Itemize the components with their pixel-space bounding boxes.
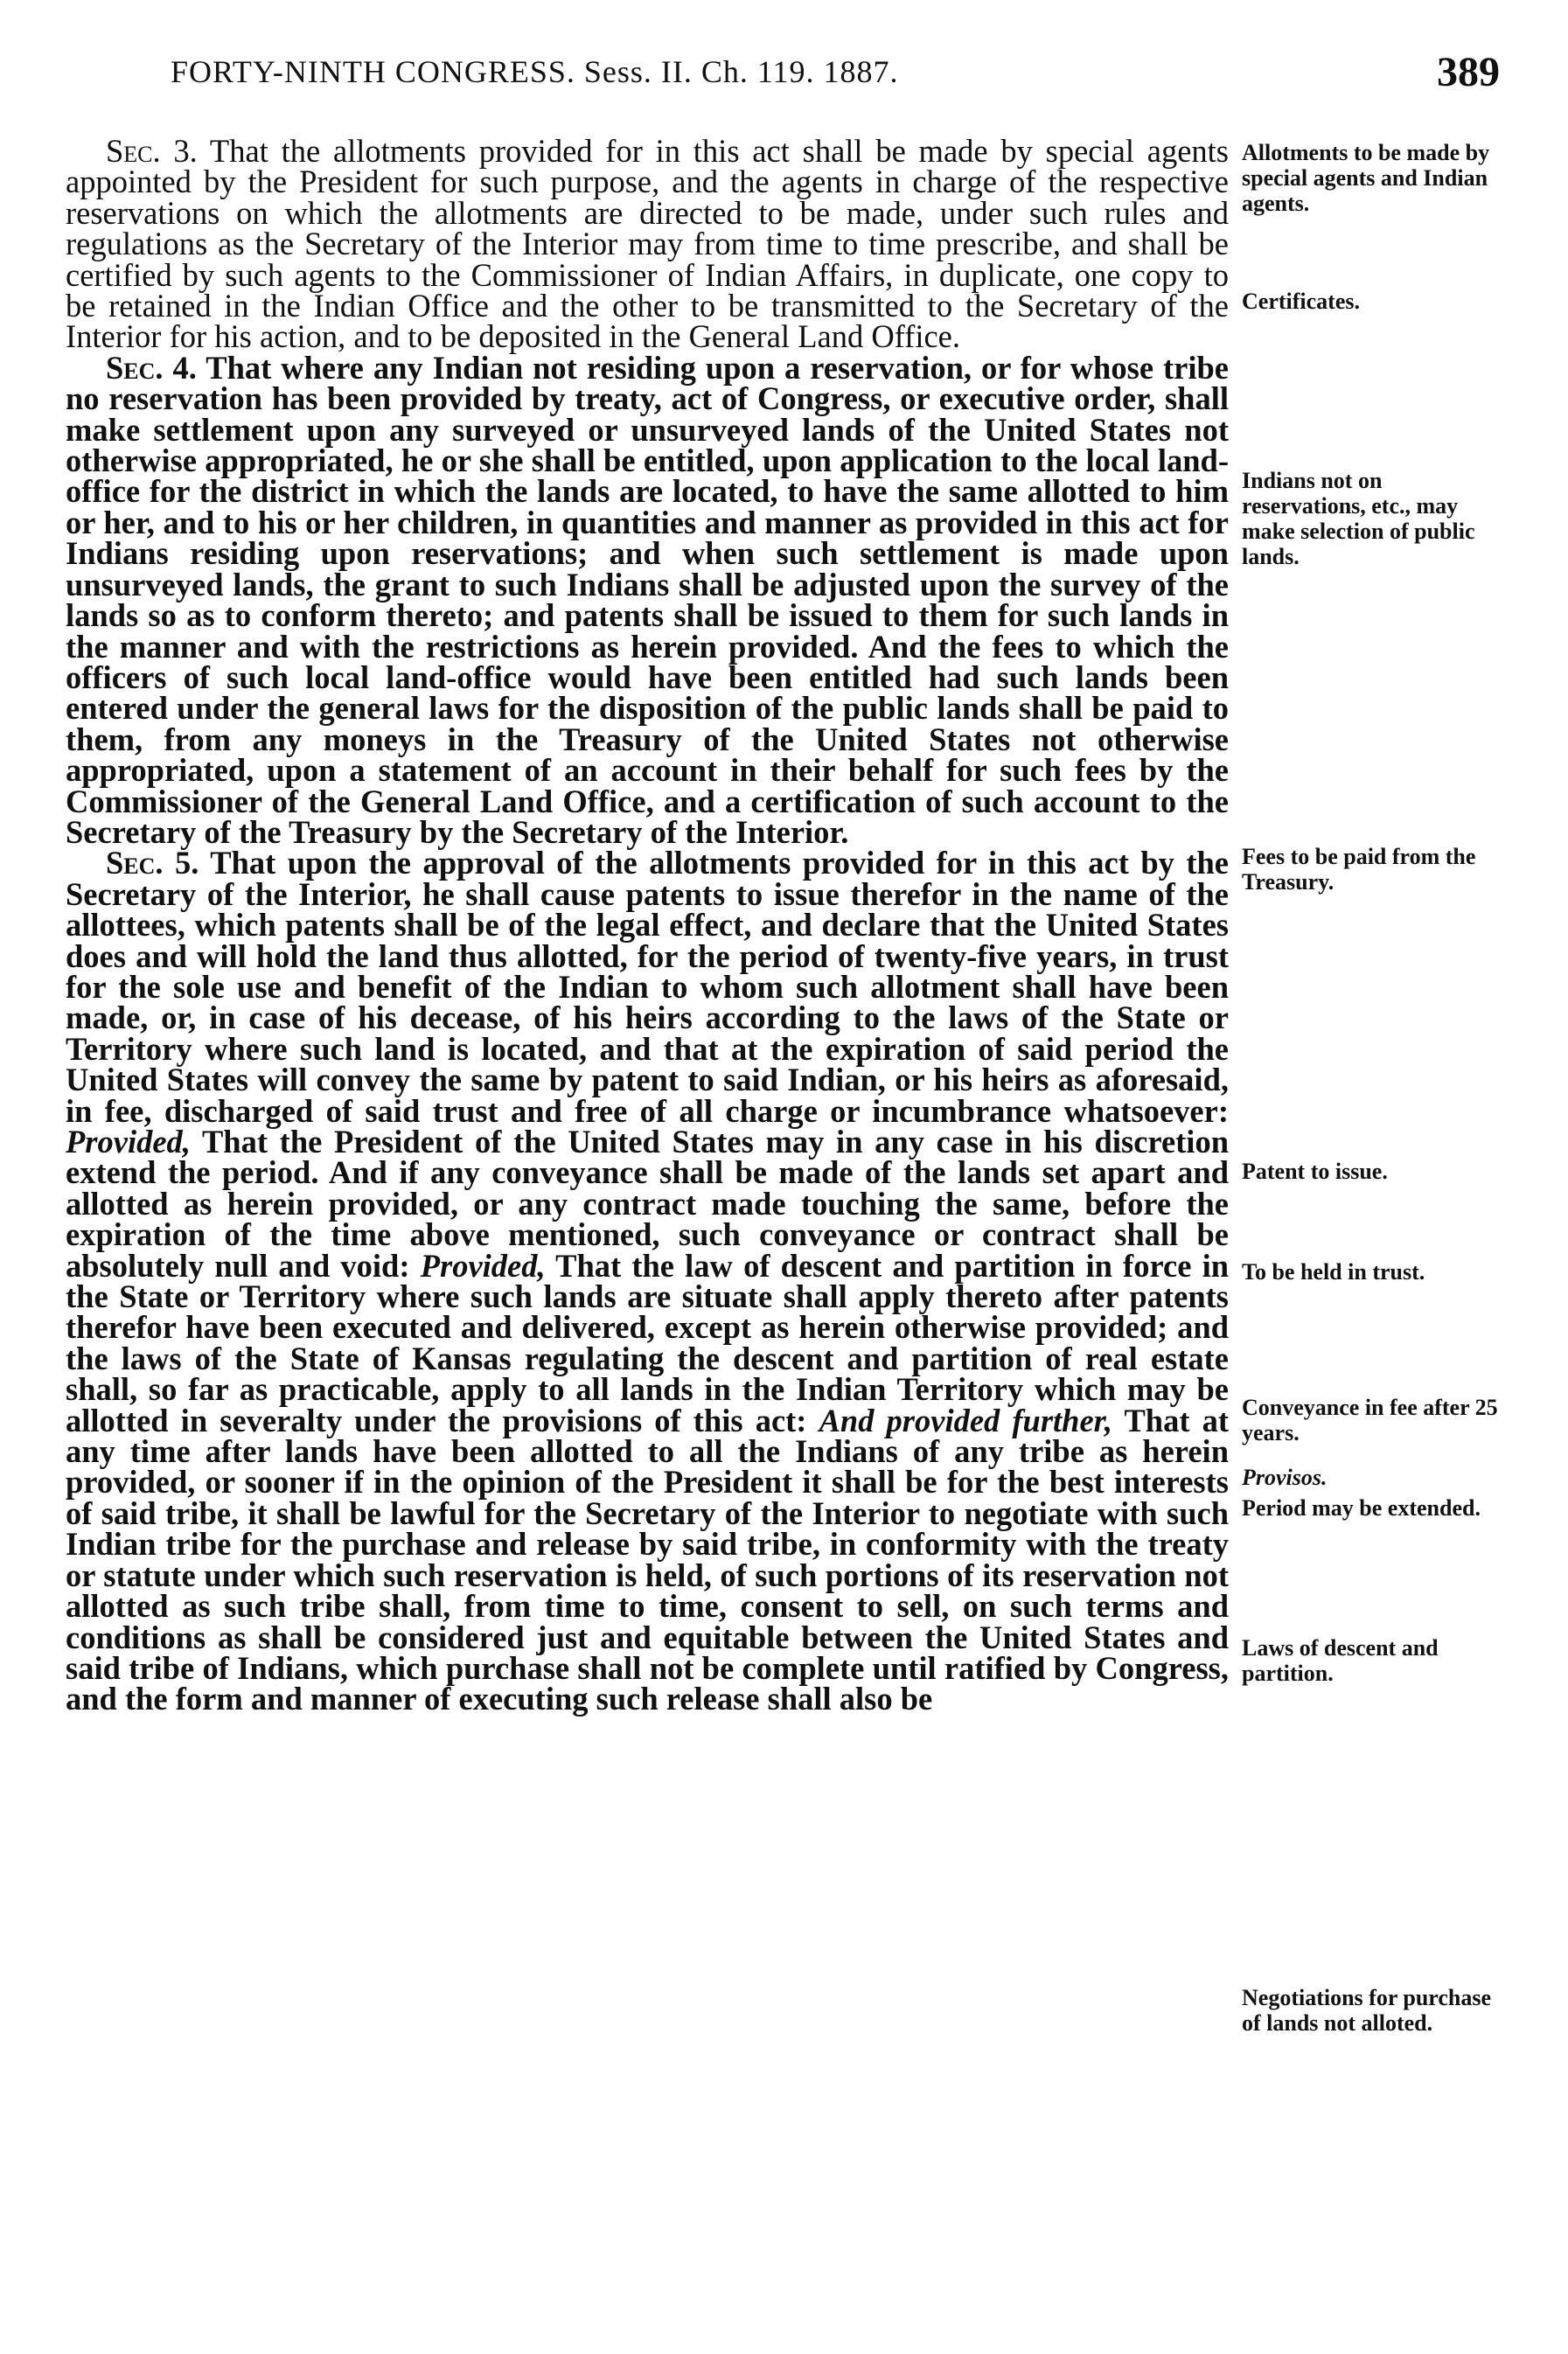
section-text: That where any Indian not residing upon a reservation, or for whose tribe no reservation has been provided by treaty, act of Congress, or executive order, shall make settlement upon any surveyed or unsurveyed lands of the United States not otherwise appropriated, he or she shall be entitled, upon application to the local land-office for the district in which the lands are located, to have the same allotted to him or her, and to his or her children, in quantities and manner as provided in this act for Indians residing upon reservations; and when such settlement is made upon unsurveyed lands, the grant to such Indians shall be adjusted upon the survey of the lands so as to conform thereto; and patents shall be issued to them for such lands in the manner and with the restrictions as herein provided. And the fees to which the officers of such local land-office would have been entitled had such lands been entered under the general laws for the disposition of the public lands shall be paid to them, from any moneys in the Treasury of the United States not otherwise appropriated, upon a statement of an account in their behalf for such fees by the Commissioner of the General Land Office, and a certification of such account to the Secretary of the Treasury by the Secretary of the Interior. xyxy=(66,349,1229,850)
margin-note-indians-not-on-reservations: Indians not on reservations, etc., may make selection of public lands. xyxy=(1242,468,1475,569)
margin-note-provisos: Provisos. xyxy=(1242,1465,1328,1490)
margin-note-certificates: Certificates. xyxy=(1242,289,1360,314)
margin-note-conveyance: Conveyance in fee after 25 years. xyxy=(1242,1395,1498,1445)
proviso-label: Provided, xyxy=(420,1247,546,1284)
page-number: 389 xyxy=(1437,49,1500,95)
margin-note-patent: Patent to issue. xyxy=(1242,1159,1388,1184)
section-text: That at any time after lands have been allotted to all the Indians of any tribe as herein provided, or sooner if in the opinion of the President it shall be for the best interests of said tribe, it shall be lawful for the Secretary of the Interior to negotiate with such Indian tribe for the purchase and release by said tribe, in conformity with the treaty or statute under which such reservation is held, of such portions of its reservation not allotted as such tribe shall, from time to time, consent to sell, on such terms and conditions as shall be considered just and equitable between the United States and said tribe of Indians, which purchase shall not be complete until ratified by Congress, and the form and manner of executing such release shall also be xyxy=(66,1402,1229,1717)
proviso-label: Provided, xyxy=(66,1124,191,1160)
margin-note-allotments: Allotments to be made by special agents and Indian agents. xyxy=(1242,140,1490,216)
section-label: Sec. 5. xyxy=(106,845,199,881)
section-text: That the law of descent and partition in force in the State or Territory where such lands are situate shall apply thereto after patents therefor have been executed and delivered, except as herein otherwise provided; and the laws of the State of Kansas regulating the descent and partition of real estate shall, so far as practicable, apply to all lands in the Indian Territory which may be allotted in severalty under the provisions of this act: xyxy=(66,1247,1230,1438)
margin-note-fees: Fees to be paid from the Treasury. xyxy=(1242,844,1476,895)
margin-note-negotiations: Negotiations for purchase of lands not alloted. xyxy=(1242,1985,1492,2036)
proviso-label: And provided further, xyxy=(819,1402,1113,1438)
section-text: That the President of the United States may in any case in his discretion extend the period. And if any conveyance shall be made of the lands set apart and allotted as herein provided, or any contract made touching the same, before the expiration of the time above mentioned, such conveyance or contract shall be absolutely null and void: xyxy=(66,1124,1229,1284)
running-head: FORTY-NINTH CONGRESS. Sess. II. Ch. 119. 1887. xyxy=(171,54,899,89)
margin-note-period: Period may be extended. xyxy=(1242,1495,1481,1521)
statute-body xyxy=(66,133,1230,1717)
section-text: That upon the approval of the allotments provided for in this act by the Secretary of the Interior, he shall cause patents to issue therefor in the name of the allottees, which patents shall be of the legal effect, and declare that the United States does and will hold the land thus allotted, for the period of twenty-five years, in trust for the sole use and benefit of the Indian to whom such allotment shall have been made, or, in case of his decease, of his heirs according to the laws of the State or Territory where such land is located, and that at the expiration of said period the United States will convey the same by patent to said Indian, or his heirs as aforesaid, in fee, discharged of said trust and free of all charge or incumbrance whatsoever: xyxy=(66,845,1229,1129)
section-label: Sec. 4. xyxy=(106,349,197,386)
section-4 xyxy=(66,349,1229,850)
section-label: Sec. 3. xyxy=(106,133,198,169)
page-header xyxy=(66,48,1500,101)
section-text: That the allotments provided for in this act shall be made by special agents appointed by the President for such purpose, and the agents in charge of the respective reservations on which the allotments are directed to be made, under such rules and regulations as the Secretary of the Interior may from time to time prescribe, and shall be certified by such agents to the Commissioner of Indian Affairs, in duplicate, one copy to be retained in the Indian Office and the other to be transmitted to the Secretary of the Interior for his action, and to be deposited in the General Land Office. xyxy=(66,133,1229,355)
section-5 xyxy=(66,845,1230,1717)
section-3 xyxy=(66,133,1229,355)
margin-note-descent: Laws of descent and partition. xyxy=(1242,1635,1439,1686)
margin-note-trust: To be held in trust. xyxy=(1242,1259,1425,1285)
